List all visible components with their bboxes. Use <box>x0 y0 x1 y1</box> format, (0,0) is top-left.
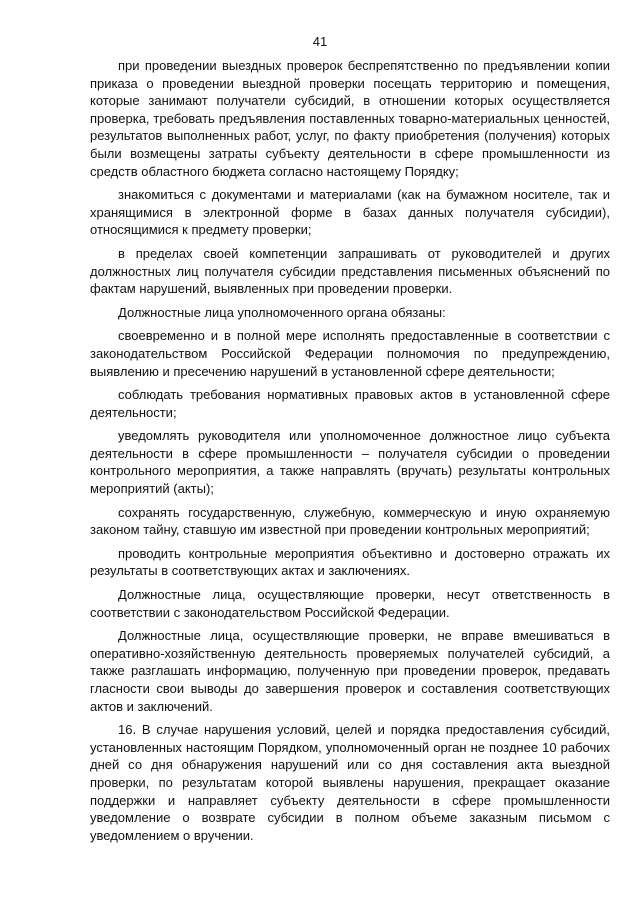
paragraph-right-to-inspect-premises: при проведении выездных проверок беспрепятственно по предъявлении копии приказа о проведении выездной проверки посещать территорию и помещения, которые занимают получатели субсидий, в отношении которых осуществляется проверка, требовать предъявления поставленных товарно-материальных ценностей, результатов выполненных работ, услуг, по факту приобретения (получения) которых были возмещены затраты субъекту деятельности в сфере промышленности из средств областного бюджета согласно настоящему Порядку; <box>90 58 610 179</box>
paragraph-duty-objective-inspection: проводить контрольные мероприятия объективно и достоверно отражать их результаты в соответствующих актах и заключениях. <box>90 545 610 579</box>
page-number: 41 <box>312 34 328 49</box>
paragraph-officials-obliged-heading: Должностные лица уполномоченного органа обязаны: <box>118 304 446 320</box>
paragraph-right-to-request-explanations: в пределах своей компетенции запрашивать от руководителей и других должностных лиц получателя субсидии представления письменных объяснений по фактам нарушений, выявленных при проведении проверки. <box>90 245 610 297</box>
paragraph-duty-keep-secrets: сохранять государственную, служебную, коммерческую и иную охраняемую законом тайну, ставшую им известной при проведении контрольных мероприятий; <box>90 504 610 538</box>
paragraph-right-to-review-documents: знакомиться с документами и материалами (как на бумажном носителе, так и хранящимися в электронной форме в базах данных получателя субсидии), относящимися к предмету проверки; <box>90 187 610 238</box>
paragraph-officials-responsibility: Должностные лица, осуществляющие проверки, несут ответственность в соответствии с законодательством Российской Федерации. <box>90 587 610 620</box>
paragraph-duty-notify-subject: уведомлять руководителя или уполномоченное должностное лицо субъекта деятельности в сфере промышленности – получателя субсидии о проведении контрольного мероприятия, а также направлять (вручать) результаты контрольных мероприятий (акты); <box>90 428 610 497</box>
paragraph-duty-comply-regulations: соблюдать требования нормативных правовых актов в установленной сфере деятельности; <box>90 387 610 420</box>
document-body <box>90 57 610 844</box>
paragraph-section-16-violation-response: 16. В случае нарушения условий, целей и порядка предоставления субсидий, установленных настоящим Порядком, уполномоченный орган не позднее 10 рабочих дней со дня обнаружения нарушений или со дня составления акта выездной проверки, по результатам которой выявлены нарушения, прекращает оказание поддержки и направляет субъекту деятельности в сфере промышленности уведомление о возврате субсидии в полном объеме заказным письмом с уведомлением о вручении. <box>90 722 610 843</box>
paragraph-officials-restrictions: Должностные лица, осуществляющие проверки, не вправе вмешиваться в оперативно-хозяйственную деятельность проверяемых получателей субсидий, а также разглашать информацию, полученную при проведении проверок, предавать гласности свои выводы до завершения проверок и составления соответствующих актов и заключений. <box>90 628 610 714</box>
paragraph-duty-exercise-powers: своевременно и в полной мере исполнять предоставленные в соответствии с законодательством Российской Федерации полномочия по предупреждению, выявлению и пресечению нарушений в установленной сфере деятельности; <box>90 328 610 379</box>
